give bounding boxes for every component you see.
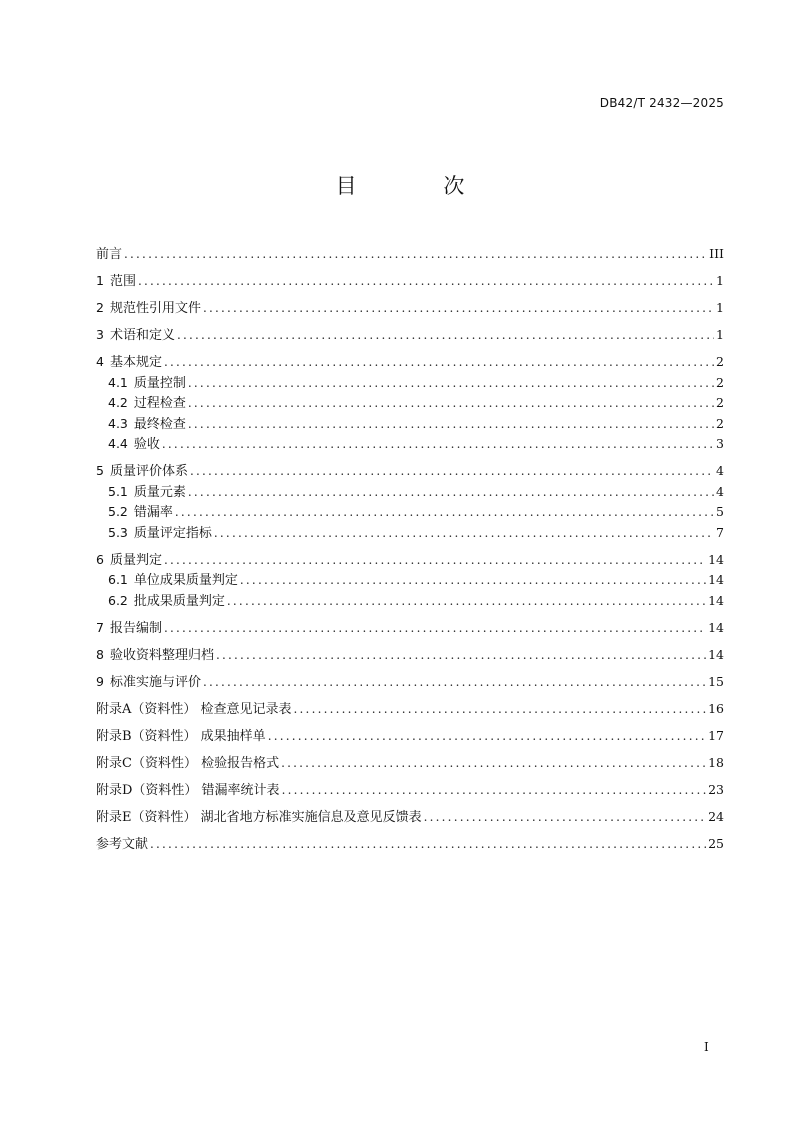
toc-entry-title: 范围: [109, 274, 136, 289]
toc-entry-page: 5: [716, 504, 724, 519]
toc-dot-leader: [190, 461, 714, 482]
toc-entry-number: 6.1: [108, 572, 128, 587]
toc-entry[interactable]: [96, 352, 724, 373]
toc-entry-page: 14: [708, 619, 724, 635]
toc-entry-title: 附录B（资料性） 成果抽样单: [96, 728, 266, 744]
toc-entry-number: 4.2: [108, 395, 128, 410]
toc-entry-number: 6.2: [108, 592, 128, 608]
toc-entry[interactable]: [96, 834, 724, 855]
toc-entry[interactable]: [96, 780, 724, 801]
toc-dot-leader: [175, 502, 714, 523]
toc-entry-page: 23: [708, 781, 724, 797]
toc-dot-leader: [188, 414, 714, 435]
toc-entry[interactable]: [96, 325, 724, 346]
toc-entry-page: 4: [716, 463, 724, 478]
toc-entry-number: 9: [96, 673, 104, 689]
toc-entry-title: 验收资料整理归档: [109, 647, 214, 663]
toc-entry-number: 3: [96, 327, 104, 342]
toc-entry-number: 5.1: [108, 483, 128, 499]
toc-entry-number: 5.3: [108, 524, 128, 540]
toc-entry-title: 质量控制: [133, 375, 186, 391]
toc-entry-title: 最终检查: [133, 416, 186, 432]
toc-entry[interactable]: [96, 699, 724, 720]
toc-entry-number: 2: [96, 300, 104, 315]
toc-entry-page: 2: [716, 415, 724, 431]
toc-entry-title: 术语和定义: [109, 328, 175, 343]
toc-dot-leader: [188, 393, 714, 414]
toc-entry-page: 24: [708, 808, 724, 824]
toc-entry-title: 错漏率: [133, 505, 173, 520]
toc-entry-page: 2: [716, 354, 724, 369]
toc-dot-leader: [150, 834, 706, 855]
table-of-contents: [96, 244, 724, 854]
toc-dot-leader: [164, 352, 714, 373]
toc-entry-number: 5: [96, 463, 104, 478]
toc-dot-leader: [203, 672, 706, 693]
toc-entry-page: III: [709, 246, 724, 261]
toc-entry-title: 质量评价体系: [109, 464, 188, 479]
toc-dot-leader: [188, 482, 714, 503]
toc-entry-page: 1: [716, 327, 724, 342]
toc-entry[interactable]: [96, 461, 724, 482]
toc-dot-leader: [281, 753, 706, 774]
toc-entry-title: 基本规定: [109, 355, 162, 370]
toc-entry-number: 4.1: [108, 374, 128, 390]
toc-dot-leader: [240, 570, 706, 591]
toc-entry-number: 4.4: [108, 436, 128, 451]
toc-dot-leader: [164, 550, 706, 571]
toc-dot-leader: [164, 618, 706, 639]
toc-entry-number: 7: [96, 619, 104, 635]
toc-entry-title: 质量元素: [133, 484, 186, 500]
toc-entry[interactable]: [96, 482, 724, 503]
toc-entry-title: 附录D（资料性） 错漏率统计表: [96, 782, 280, 798]
toc-dot-leader: [203, 298, 714, 319]
toc-entry-page: 25: [708, 835, 724, 851]
toc-entry[interactable]: [96, 298, 724, 319]
toc-entry-title: 质量判定: [109, 552, 162, 568]
toc-entry-page: 7: [716, 524, 724, 540]
toc-entry-page: 14: [708, 592, 724, 608]
toc-dot-leader: [124, 244, 707, 265]
toc-entry-number: 6: [96, 551, 104, 567]
toc-dot-leader: [188, 373, 714, 394]
toc-entry-title: 附录E（资料性） 湖北省地方标准实施信息及意见反馈表: [96, 809, 422, 825]
toc-entry-number: 4: [96, 354, 104, 369]
toc-entry-title: 质量评定指标: [133, 525, 212, 541]
toc-entry-page: 3: [716, 436, 724, 451]
toc-entry-page: 2: [716, 374, 724, 390]
toc-entry-page: 15: [708, 673, 724, 689]
toc-dot-leader: [216, 645, 706, 666]
toc-entry[interactable]: [96, 591, 724, 612]
toc-entry-number: 1: [96, 273, 104, 288]
toc-entry[interactable]: [96, 726, 724, 747]
toc-entry-title: 批成果质量判定: [133, 593, 225, 609]
toc-dot-leader: [177, 325, 714, 346]
toc-entry-title: 标准实施与评价: [109, 674, 201, 690]
toc-entry-page: 2: [716, 395, 724, 410]
toc-entry[interactable]: [96, 244, 724, 265]
toc-entry[interactable]: [96, 645, 724, 666]
toc-entry-title: 过程检查: [133, 396, 186, 411]
toc-entry-number: 4.3: [108, 415, 128, 431]
document-code: DB42/T 2432—2025: [599, 96, 724, 110]
toc-entry[interactable]: [96, 672, 724, 693]
toc-entry[interactable]: [96, 271, 724, 292]
toc-dot-leader: [282, 780, 707, 801]
toc-entry-page: 4: [716, 483, 724, 499]
toc-entry-number: 8: [96, 646, 104, 662]
toc-entry-page: 14: [708, 551, 724, 567]
toc-dot-leader: [268, 726, 706, 747]
page-title: 目 次: [335, 174, 505, 198]
toc-entry-title: 附录A（资料性） 检查意见记录表: [96, 701, 292, 717]
toc-entry-number: 5.2: [108, 504, 128, 519]
toc-entry-title: 前言: [96, 247, 123, 262]
toc-entry-title: 规范性引用文件: [109, 301, 201, 316]
toc-entry-page: 1: [716, 273, 724, 288]
toc-entry-title: 单位成果质量判定: [133, 573, 238, 588]
toc-entry-title: 验收: [133, 437, 160, 452]
toc-entry[interactable]: [96, 550, 724, 571]
toc-entry[interactable]: [96, 414, 724, 435]
toc-entry[interactable]: [96, 393, 724, 414]
toc-entry-page: 14: [708, 646, 724, 662]
toc-entry[interactable]: [96, 753, 724, 774]
toc-dot-leader: [227, 591, 706, 612]
toc-entry[interactable]: [96, 373, 724, 394]
toc-entry-title: 附录C（资料性） 检验报告格式: [96, 755, 280, 771]
toc-entry-title: 参考文献: [96, 836, 149, 852]
toc-entry-page: 17: [708, 727, 724, 743]
toc-entry[interactable]: [96, 523, 724, 544]
toc-entry-page: 18: [708, 754, 724, 770]
toc-entry[interactable]: [96, 502, 724, 523]
toc-entry[interactable]: [96, 434, 724, 455]
toc-entry-page: 1: [716, 300, 724, 315]
toc-dot-leader: [162, 434, 714, 455]
toc-entry-page: 16: [708, 700, 724, 716]
toc-dot-leader: [294, 699, 707, 720]
toc-dot-leader: [424, 807, 706, 828]
toc-entry-page: 14: [708, 572, 724, 587]
toc-dot-leader: [214, 523, 714, 544]
toc-dot-leader: [138, 271, 714, 292]
page-number: I: [704, 1040, 709, 1054]
toc-entry[interactable]: [96, 807, 724, 828]
toc-entry[interactable]: [96, 618, 724, 639]
toc-entry-title: 报告编制: [109, 620, 162, 636]
toc-entry[interactable]: [96, 570, 724, 591]
